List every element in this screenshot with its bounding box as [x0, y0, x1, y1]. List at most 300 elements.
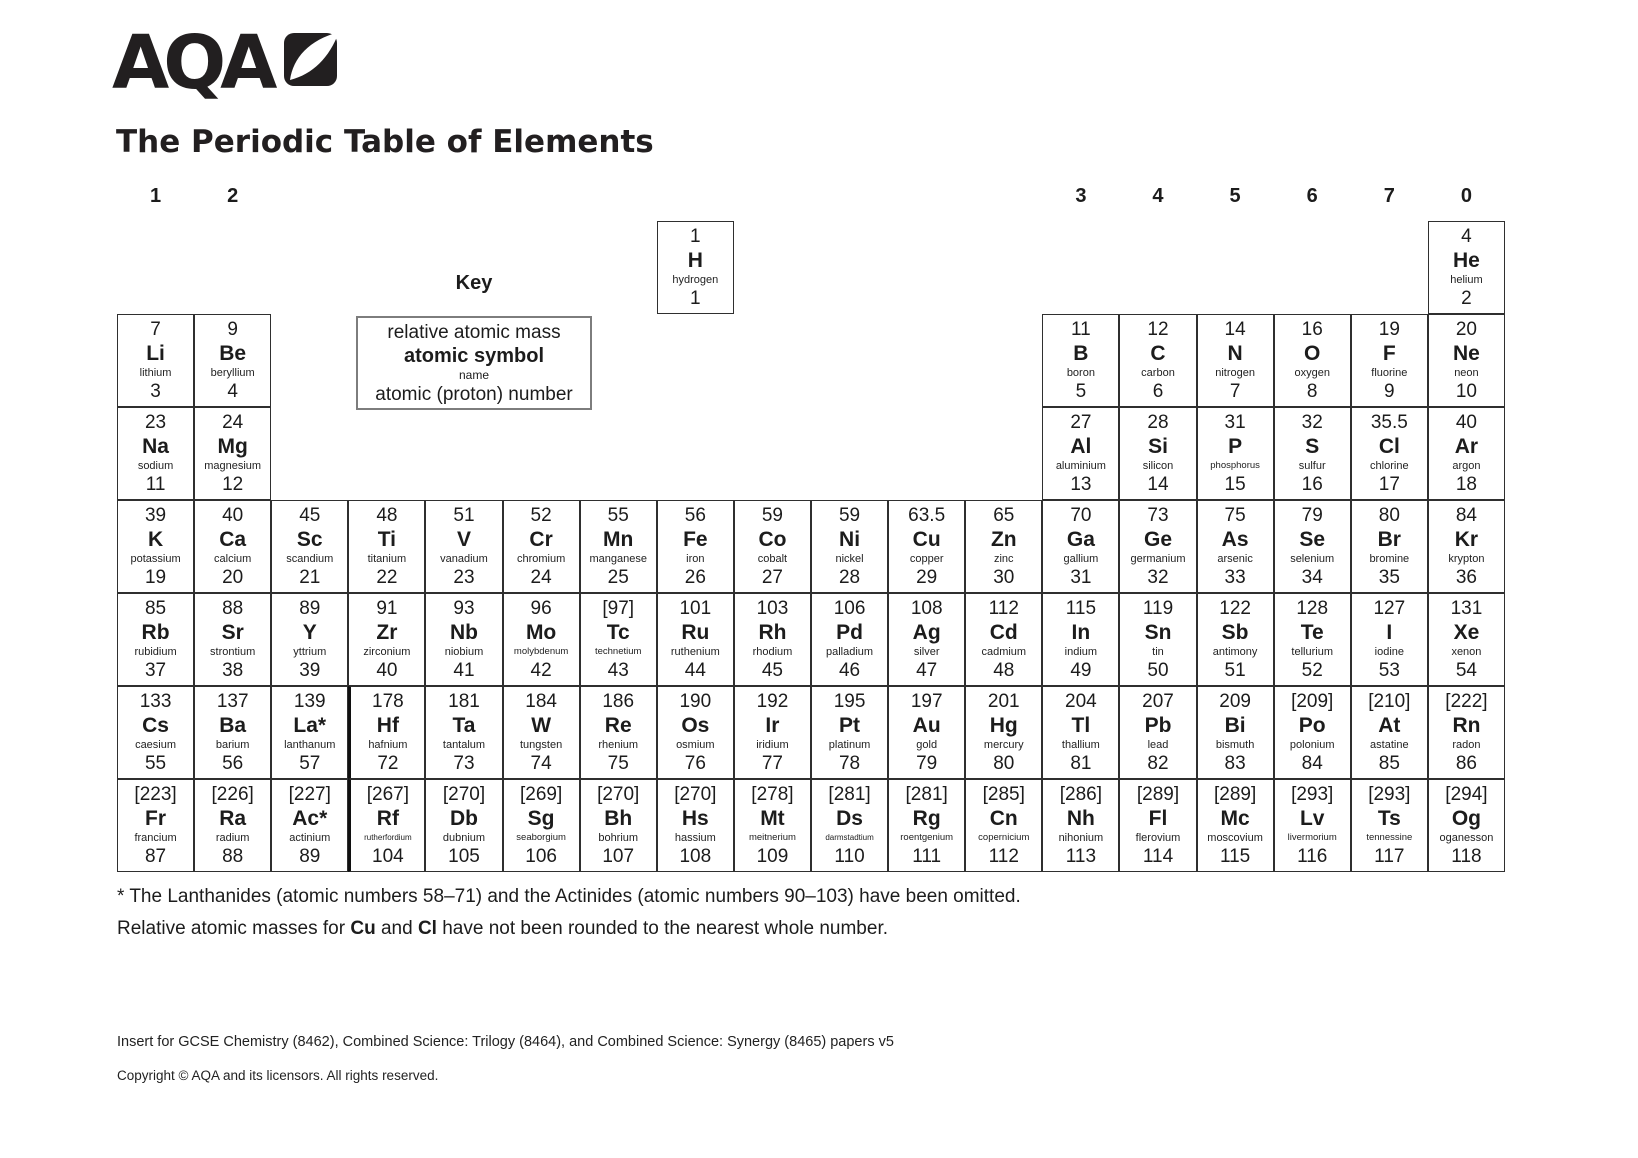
atomic-mass: 27	[1070, 412, 1092, 433]
key-atomic-symbol-label: atomic symbol	[403, 344, 545, 367]
atomic-symbol: Mn	[603, 528, 634, 551]
atomic-symbol: Ba	[219, 714, 247, 737]
element-name: tennessine	[1366, 832, 1413, 843]
atomic-number: 7	[1229, 381, 1241, 402]
element-name: silicon	[1142, 460, 1174, 472]
atomic-number: 115	[1219, 846, 1251, 867]
footnote-masses-text: and	[375, 918, 418, 939]
atomic-mass: [270]	[442, 784, 486, 805]
atomic-symbol: Br	[1377, 528, 1401, 551]
atomic-symbol: Ru	[681, 621, 710, 644]
key-relative-atomic-mass-label: relative atomic mass	[387, 321, 561, 343]
atomic-number: 12	[222, 474, 244, 495]
element-cell-ba	[194, 686, 271, 779]
atomic-mass: [267]	[366, 784, 410, 805]
element-cell-ge	[1119, 500, 1196, 593]
element-name: phosphorus	[1210, 460, 1260, 471]
periodic-table-grid	[117, 183, 1505, 872]
key-atomic-proton-number-label: atomic (proton) number	[375, 383, 573, 405]
atomic-number: 13	[1070, 474, 1092, 495]
atomic-symbol: K	[147, 528, 164, 551]
atomic-number: 53	[1378, 660, 1400, 681]
atomic-symbol: Fr	[145, 807, 167, 830]
element-name: indium	[1064, 646, 1098, 658]
atomic-symbol: Ca	[219, 528, 247, 551]
atomic-number: 41	[453, 660, 475, 681]
element-cell-ds	[811, 779, 888, 872]
atomic-number: 3	[150, 381, 161, 402]
element-cell-al	[1042, 407, 1119, 500]
atomic-mass: 186	[602, 691, 635, 712]
element-cell-cn	[965, 779, 1042, 872]
element-cell-lv	[1274, 779, 1351, 872]
atomic-symbol: O	[1304, 342, 1321, 365]
element-cell-sr	[194, 593, 271, 686]
atomic-mass: [289]	[1136, 784, 1180, 805]
atomic-mass: 63.5	[908, 505, 946, 526]
atomic-mass: [278]	[751, 784, 794, 805]
element-name: nihonium	[1058, 832, 1104, 844]
atomic-symbol: Hs	[681, 807, 709, 830]
element-name: ruthenium	[670, 646, 720, 658]
atomic-number: 76	[684, 753, 706, 774]
element-name: xenon	[1451, 646, 1482, 658]
atomic-mass: 93	[453, 598, 475, 619]
atomic-symbol: Db	[449, 807, 478, 830]
atomic-number: 18	[1455, 474, 1477, 495]
element-name: tin	[1152, 646, 1164, 658]
atomic-mass: 56	[684, 505, 706, 526]
atomic-symbol: Si	[1148, 435, 1168, 458]
element-cell-sc	[271, 500, 348, 593]
element-name: cobalt	[757, 553, 788, 565]
atomic-symbol: Ti	[377, 528, 397, 551]
footnote-cl-symbol: Cl	[417, 918, 437, 939]
element-cell-rb	[117, 593, 194, 686]
atomic-number: 107	[602, 846, 635, 867]
atomic-number: 48	[993, 660, 1015, 681]
element-name: francium	[134, 832, 177, 844]
element-cell-b	[1042, 314, 1119, 407]
element-name: molybdenum	[513, 646, 569, 657]
atomic-symbol: Cu	[912, 528, 941, 551]
atomic-number: 47	[916, 660, 938, 681]
atomic-symbol: Ac*	[292, 807, 328, 830]
element-cell-hg	[965, 686, 1042, 779]
key-heading: Key	[455, 272, 493, 294]
atomic-number: 54	[1455, 660, 1477, 681]
atomic-number: 55	[144, 753, 167, 774]
atomic-mass: 40	[222, 505, 244, 526]
atomic-symbol: Re	[604, 714, 632, 737]
element-name: scandium	[286, 553, 334, 565]
atomic-number: 78	[838, 753, 861, 774]
element-name: livermorium	[1287, 832, 1337, 843]
atomic-symbol: Al	[1070, 435, 1092, 458]
element-cell-hf	[348, 686, 425, 779]
atomic-mass: 88	[222, 598, 244, 619]
element-cell-ra	[194, 779, 271, 872]
atomic-symbol: Os	[681, 714, 710, 737]
element-name: nitrogen	[1215, 367, 1255, 379]
atomic-number: 17	[1378, 474, 1400, 495]
atomic-number: 49	[1070, 660, 1092, 681]
element-cell-au	[888, 686, 965, 779]
atomic-mass: [293]	[1368, 784, 1411, 805]
atomic-number: 85	[1378, 753, 1400, 774]
element-name: lead	[1147, 739, 1169, 751]
atomic-symbol: Bh	[604, 807, 633, 830]
group-label-2: 2	[227, 185, 239, 207]
atomic-symbol: Ra	[219, 807, 247, 830]
element-name: gallium	[1063, 553, 1099, 565]
atomic-symbol: Hf	[376, 714, 399, 737]
atomic-symbol: Hg	[989, 714, 1018, 737]
element-cell-pt	[811, 686, 888, 779]
element-cell-ar	[1428, 407, 1505, 500]
atomic-symbol: Ne	[1453, 342, 1480, 365]
atomic-number: 114	[1142, 846, 1174, 867]
atomic-number: 82	[1147, 753, 1169, 774]
atomic-mass: [209]	[1291, 691, 1334, 712]
atomic-mass: 9	[227, 319, 238, 340]
element-cell-bi	[1197, 686, 1274, 779]
atomic-number: 84	[1301, 753, 1323, 774]
atomic-symbol: Te	[1300, 621, 1324, 644]
atomic-number: 110	[834, 846, 865, 867]
atomic-symbol: C	[1150, 342, 1166, 365]
atomic-number: 16	[1301, 474, 1323, 495]
atomic-number: 108	[679, 846, 712, 867]
element-name: oxygen	[1294, 367, 1330, 379]
element-cell-mt	[734, 779, 811, 872]
atomic-number: 14	[1147, 474, 1169, 495]
element-cell-h	[657, 221, 734, 314]
atomic-number: 74	[530, 753, 552, 774]
atomic-number: 29	[916, 567, 938, 588]
element-cell-og	[1428, 779, 1505, 872]
element-cell-as	[1197, 500, 1274, 593]
atomic-symbol: Cs	[142, 714, 169, 737]
element-cell-rn	[1428, 686, 1505, 779]
atomic-symbol: Ds	[836, 807, 863, 830]
element-name: meitnerium	[748, 832, 796, 843]
element-name: seaborgium	[516, 832, 566, 843]
atomic-number: 73	[453, 753, 475, 774]
element-cell-ts	[1351, 779, 1428, 872]
element-cell-in	[1042, 593, 1119, 686]
element-name: palladium	[826, 646, 874, 658]
element-cell-ca	[194, 500, 271, 593]
element-cell-n	[1197, 314, 1274, 407]
atomic-symbol: Rh	[758, 621, 787, 644]
atomic-mass: 23	[144, 412, 167, 433]
atomic-mass: [294]	[1445, 784, 1488, 805]
element-name: neon	[1454, 367, 1479, 379]
footnote-cu-symbol: Cu	[350, 918, 376, 939]
atomic-mass: 181	[448, 691, 480, 712]
atomic-number: 31	[1070, 567, 1092, 588]
atomic-number: 118	[1451, 846, 1482, 867]
atomic-mass: 195	[833, 691, 866, 712]
atomic-symbol: Ni	[839, 528, 861, 551]
atomic-number: 25	[607, 567, 629, 588]
atomic-mass: 24	[222, 412, 244, 433]
atomic-mass: 55	[607, 505, 629, 526]
atomic-symbol: Xe	[1453, 621, 1480, 644]
element-cell-sn	[1119, 593, 1196, 686]
atomic-symbol: I	[1386, 621, 1393, 644]
element-name: copernicium	[978, 832, 1030, 843]
element-cell-he	[1428, 221, 1505, 314]
atomic-symbol: Tc	[606, 621, 630, 644]
atomic-mass: 45	[299, 505, 321, 526]
element-name: roentgenium	[900, 832, 954, 843]
atomic-mass: [270]	[674, 784, 717, 805]
group-label-4: 4	[1152, 185, 1164, 207]
element-cell-po	[1274, 686, 1351, 779]
group-label-7: 7	[1383, 185, 1395, 207]
atomic-mass: 7	[150, 319, 161, 340]
atomic-mass: 70	[1070, 505, 1092, 526]
footnote-masses-text: Relative atomic masses for	[117, 918, 351, 939]
atomic-mass: 35.5	[1370, 412, 1408, 433]
element-name: moscovium	[1207, 832, 1263, 844]
element-name: flerovium	[1135, 832, 1181, 844]
atomic-mass: 91	[376, 598, 398, 619]
atomic-mass: [226]	[211, 784, 254, 805]
atomic-symbol: Rf	[376, 807, 399, 830]
element-cell-li	[117, 314, 194, 407]
atomic-symbol: B	[1073, 342, 1089, 365]
atomic-mass: 51	[453, 505, 475, 526]
atomic-number: 112	[988, 846, 1019, 867]
atomic-mass: 19	[1378, 319, 1400, 340]
element-cell-rf	[348, 779, 425, 872]
atomic-symbol: Ar	[1454, 435, 1479, 458]
page-title: The Periodic Table of Elements	[116, 124, 654, 160]
element-name: lithium	[139, 367, 172, 379]
atomic-number: 11	[145, 474, 166, 495]
atomic-mass: 137	[216, 691, 249, 712]
element-cell-xe	[1428, 593, 1505, 686]
element-name: potassium	[130, 553, 181, 565]
element-cell-rh	[734, 593, 811, 686]
element-name: caesium	[135, 739, 177, 751]
element-name: barium	[215, 739, 250, 751]
atomic-mass: 48	[376, 505, 398, 526]
atomic-mass: 59	[838, 505, 861, 526]
element-name: calcium	[214, 553, 252, 565]
atomic-mass: 28	[1147, 412, 1169, 433]
element-cell-co	[734, 500, 811, 593]
atomic-number: 86	[1455, 753, 1477, 774]
atomic-number: 30	[993, 567, 1015, 588]
element-cell-mo	[503, 593, 580, 686]
atomic-number: 57	[299, 753, 321, 774]
atomic-symbol: Sb	[1221, 621, 1249, 644]
atomic-number: 2	[1461, 288, 1472, 309]
atomic-number: 6	[1152, 381, 1164, 402]
element-name: polonium	[1289, 739, 1335, 751]
element-cell-tc	[580, 593, 657, 686]
atomic-number: 35	[1378, 567, 1400, 588]
atomic-number: 83	[1224, 753, 1246, 774]
atomic-mass: 204	[1065, 691, 1097, 712]
atomic-number: 1	[690, 288, 701, 309]
atomic-symbol: Sn	[1144, 621, 1172, 644]
atomic-mass: 207	[1142, 691, 1174, 712]
atomic-symbol: Li	[146, 342, 165, 365]
atomic-number: 45	[761, 660, 783, 681]
atomic-number: 50	[1147, 660, 1169, 681]
atomic-number: 10	[1455, 381, 1477, 402]
atomic-number: 109	[756, 846, 789, 867]
atomic-symbol: S	[1305, 435, 1320, 458]
atomic-symbol: Tl	[1071, 714, 1091, 737]
atomic-mass: 73	[1147, 505, 1169, 526]
atomic-mass: 89	[299, 598, 321, 619]
atomic-number: 72	[377, 753, 399, 774]
element-name: iridium	[756, 739, 789, 751]
atomic-mass: 184	[525, 691, 557, 712]
element-cell-cl	[1351, 407, 1428, 500]
atomic-symbol: Ir	[765, 714, 780, 737]
atomic-mass: 127	[1373, 598, 1406, 619]
atomic-symbol: Bi	[1224, 714, 1246, 737]
element-name: niobium	[444, 646, 484, 658]
atomic-number: 75	[607, 753, 629, 774]
atomic-symbol: Kr	[1454, 528, 1479, 551]
element-cell-si	[1119, 407, 1196, 500]
atomic-mass: 12	[1147, 319, 1169, 340]
atomic-symbol: Se	[1299, 528, 1326, 551]
atomic-symbol: Fe	[683, 528, 708, 551]
atomic-symbol: H	[687, 249, 703, 272]
atomic-number: 36	[1455, 567, 1477, 588]
atomic-mass: [223]	[134, 784, 177, 805]
element-name: germanium	[1130, 553, 1186, 565]
atomic-number: 37	[144, 660, 167, 681]
atomic-symbol: Lv	[1299, 807, 1325, 830]
element-name: sulfur	[1298, 460, 1326, 472]
element-name: technetium	[594, 646, 642, 657]
element-name: silver	[913, 646, 940, 658]
atomic-mass: 96	[530, 598, 552, 619]
footnote-masses	[117, 918, 888, 940]
atomic-number: 32	[1147, 567, 1169, 588]
element-name: selenium	[1290, 553, 1335, 565]
element-name: lanthanum	[284, 739, 336, 751]
element-cell-nh	[1042, 779, 1119, 872]
atomic-symbol: W	[531, 714, 552, 737]
atomic-number: 88	[222, 846, 244, 867]
atomic-symbol: Zr	[376, 621, 398, 644]
atomic-mass: 103	[756, 598, 789, 619]
atomic-mass: 32	[1301, 412, 1323, 433]
element-name: oganesson	[1439, 832, 1494, 844]
atomic-number: 56	[222, 753, 244, 774]
atomic-mass: [281]	[905, 784, 948, 805]
copyright-line: Copyright © AQA and its licensors. All rights reserved.	[117, 1068, 439, 1083]
atomic-number: 113	[1065, 846, 1097, 867]
atomic-symbol: Zn	[990, 528, 1017, 551]
atomic-number: 34	[1301, 567, 1323, 588]
atomic-mass: [227]	[288, 784, 331, 805]
element-cell-cd	[965, 593, 1042, 686]
atomic-number: 26	[684, 567, 706, 588]
atomic-symbol: Sc	[296, 528, 323, 551]
atomic-mass: 201	[987, 691, 1020, 712]
element-name: iodine	[1374, 646, 1404, 658]
atomic-mass: [293]	[1291, 784, 1334, 805]
element-cell-s	[1274, 407, 1351, 500]
element-cell-v	[425, 500, 502, 593]
element-name: rutherfordium	[364, 833, 412, 842]
element-name: rhenium	[598, 739, 639, 751]
atomic-mass: 52	[530, 505, 552, 526]
atomic-mass: 16	[1301, 319, 1323, 340]
element-cell-zr	[348, 593, 425, 686]
element-cell-tl	[1042, 686, 1119, 779]
atomic-symbol: Na	[142, 435, 169, 458]
element-name: titanium	[367, 553, 407, 565]
element-cell-o	[1274, 314, 1351, 407]
element-name: helium	[1450, 274, 1483, 286]
atomic-number: 27	[761, 567, 783, 588]
atomic-symbol: Cd	[989, 621, 1018, 644]
atomic-symbol: P	[1228, 435, 1243, 458]
atomic-mass: 115	[1065, 598, 1097, 619]
atomic-symbol: Cr	[529, 528, 553, 551]
atomic-mass: [286]	[1059, 784, 1103, 805]
element-name: tellurium	[1291, 646, 1333, 658]
atomic-symbol: F	[1382, 342, 1396, 365]
atomic-mass: [289]	[1213, 784, 1257, 805]
element-cell-br	[1351, 500, 1428, 593]
element-name: hassium	[674, 832, 716, 844]
element-name: fluorine	[1371, 367, 1408, 379]
atomic-symbol: Be	[219, 342, 247, 365]
element-cell-sb	[1197, 593, 1274, 686]
atomic-number: 104	[372, 846, 404, 867]
atomic-mass: 119	[1142, 598, 1174, 619]
atomic-mass: 209	[1219, 691, 1251, 712]
atomic-symbol: Co	[758, 528, 787, 551]
atomic-number: 80	[993, 753, 1015, 774]
atomic-symbol: Ge	[1143, 528, 1172, 551]
element-name: nickel	[835, 553, 864, 565]
element-name: hafnium	[368, 739, 408, 751]
element-cell-fl	[1119, 779, 1196, 872]
atomic-symbol: Y	[302, 621, 317, 644]
element-name: carbon	[1141, 367, 1175, 379]
element-name: magnesium	[204, 460, 262, 472]
atomic-number: 40	[376, 660, 398, 681]
atomic-number: 4	[227, 381, 238, 402]
element-name: yttrium	[293, 646, 327, 658]
atomic-mass: [210]	[1368, 691, 1411, 712]
element-cell-ni	[811, 500, 888, 593]
atomic-number: 19	[144, 567, 167, 588]
atomic-mass: 139	[293, 691, 326, 712]
atomic-mass: 79	[1301, 505, 1323, 526]
atomic-symbol: Rn	[1452, 714, 1481, 737]
element-cell-w	[503, 686, 580, 779]
atomic-mass: 4	[1461, 226, 1472, 247]
atomic-mass: 85	[144, 598, 167, 619]
element-cell-os	[657, 686, 734, 779]
